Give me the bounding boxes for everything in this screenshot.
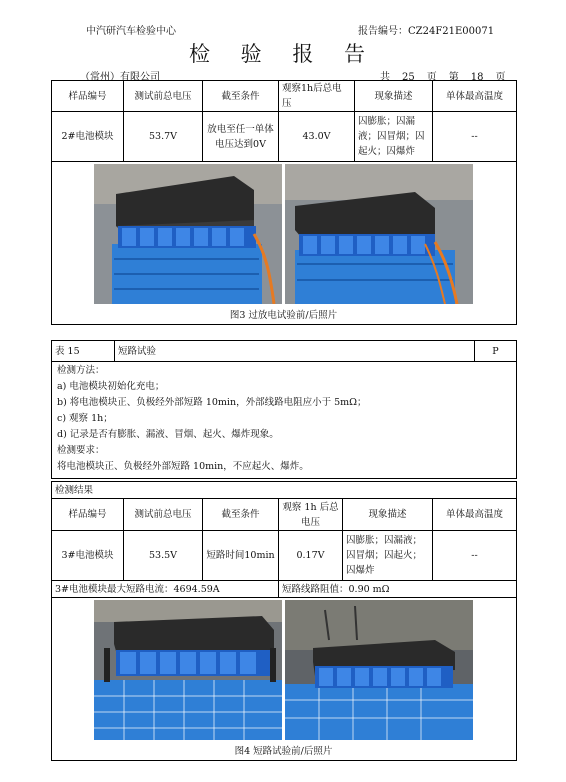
page-unit-2: 页 [495,72,506,83]
table-row [52,112,517,162]
table-cell: 囚膨胀；囚漏液；囚冒烟；囚起火；囚爆炸 [355,112,433,162]
table-cell: 0.17V [279,531,343,581]
method-step-a: a) 电池模块初始化充电； [57,381,165,392]
col-header: 样品编号 [52,81,124,112]
table-row [52,531,517,581]
col-header: 样品编号 [52,499,124,531]
table-header-row [52,499,517,531]
col-header: 单体最高温度 [433,499,517,531]
figure-cell [52,598,517,761]
short-circuit-result-table [51,481,517,761]
requirement-text: 将电池模块正、负极经外部短路 10min，不应起火、爆炸。 [57,461,309,472]
table-number: 表 15 [52,341,115,362]
test-name: 短路试验 [115,341,475,362]
requirement-title: 检测要求： [57,445,105,456]
table-cell: -- [433,112,517,162]
col-header: 截至条件 [203,499,279,531]
figure-4-caption: 图4 短路试验前/后照片 [234,746,333,757]
summary-row [52,581,517,598]
figure-row [52,162,517,325]
figure-cell [52,162,517,325]
method-step-c: c) 观察 1h； [57,413,113,424]
col-header: 现象描述 [343,499,433,531]
table-cell: -- [433,531,517,581]
testing-center-name: 中汽研汽车检验中心 [86,26,176,37]
report-title: 检 验 报 告 [188,42,378,66]
col-header: 测试前总电压 [124,81,203,112]
col-header: 测试前总电压 [124,499,203,531]
short-circuit-after-photo [285,600,473,740]
table-15-title-row [52,341,517,362]
page-current: 18 [470,72,484,83]
figure-row [52,598,517,761]
col-header: 观察 1h 后总电压 [279,499,343,531]
overdischarge-after-photo [285,164,473,304]
figure-3-caption: 图3 过放电试验前/后照片 [229,310,338,321]
page-total-prefix: 共 [380,72,390,83]
report-number-label: 报告编号： [358,26,408,37]
table-cell: 43.0V [279,112,355,162]
page-current-prefix: 第 [448,72,459,83]
result-title-row [52,482,517,499]
page-total: 25 [402,72,415,83]
col-header: 观察1h后总电压 [279,81,355,112]
short-circuit-resistance: 短路线路阻值：0.90 mΩ [279,581,517,598]
table-cell: 短路时间10min [203,531,279,581]
test-result-badge: P [475,341,517,362]
table-cell: 3#电池模块 [52,531,124,581]
overdischarge-result-table [51,80,517,325]
table-cell: 53.5V [124,531,203,581]
overdischarge-before-photo [94,164,282,304]
table-header-row [52,81,517,112]
method-step-b: b) 将电池模块正、负极经外部短路 10min，外部线路电阻应小于 5mΩ； [57,397,367,408]
table-cell: 2#电池模块 [52,112,124,162]
result-title: 检测结果 [52,482,517,499]
method-step-d: d) 记录是否有膨胀、漏液、冒烟、起火、爆炸现象。 [57,429,279,440]
table-cell: 53.7V [124,112,203,162]
company-name: （常州）有限公司 [80,72,160,83]
page-unit: 页 [426,72,437,83]
report-number-value: CZ24F21E00071 [408,26,495,37]
col-header: 截至条件 [203,81,279,112]
max-short-circuit-current: 3#电池模块最大短路电流：4694.59A [52,581,279,598]
short-circuit-before-photo [94,600,282,740]
table-cell: 放电至任一单体电压达到0V [203,112,279,162]
col-header: 单体最高温度 [433,81,517,112]
col-header: 现象描述 [355,81,433,112]
report-number [358,22,494,37]
table-cell: 囚膨胀；囚漏液；囚冒烟；囚起火；囚爆炸 [343,531,433,581]
method-title: 检测方法： [57,365,105,376]
